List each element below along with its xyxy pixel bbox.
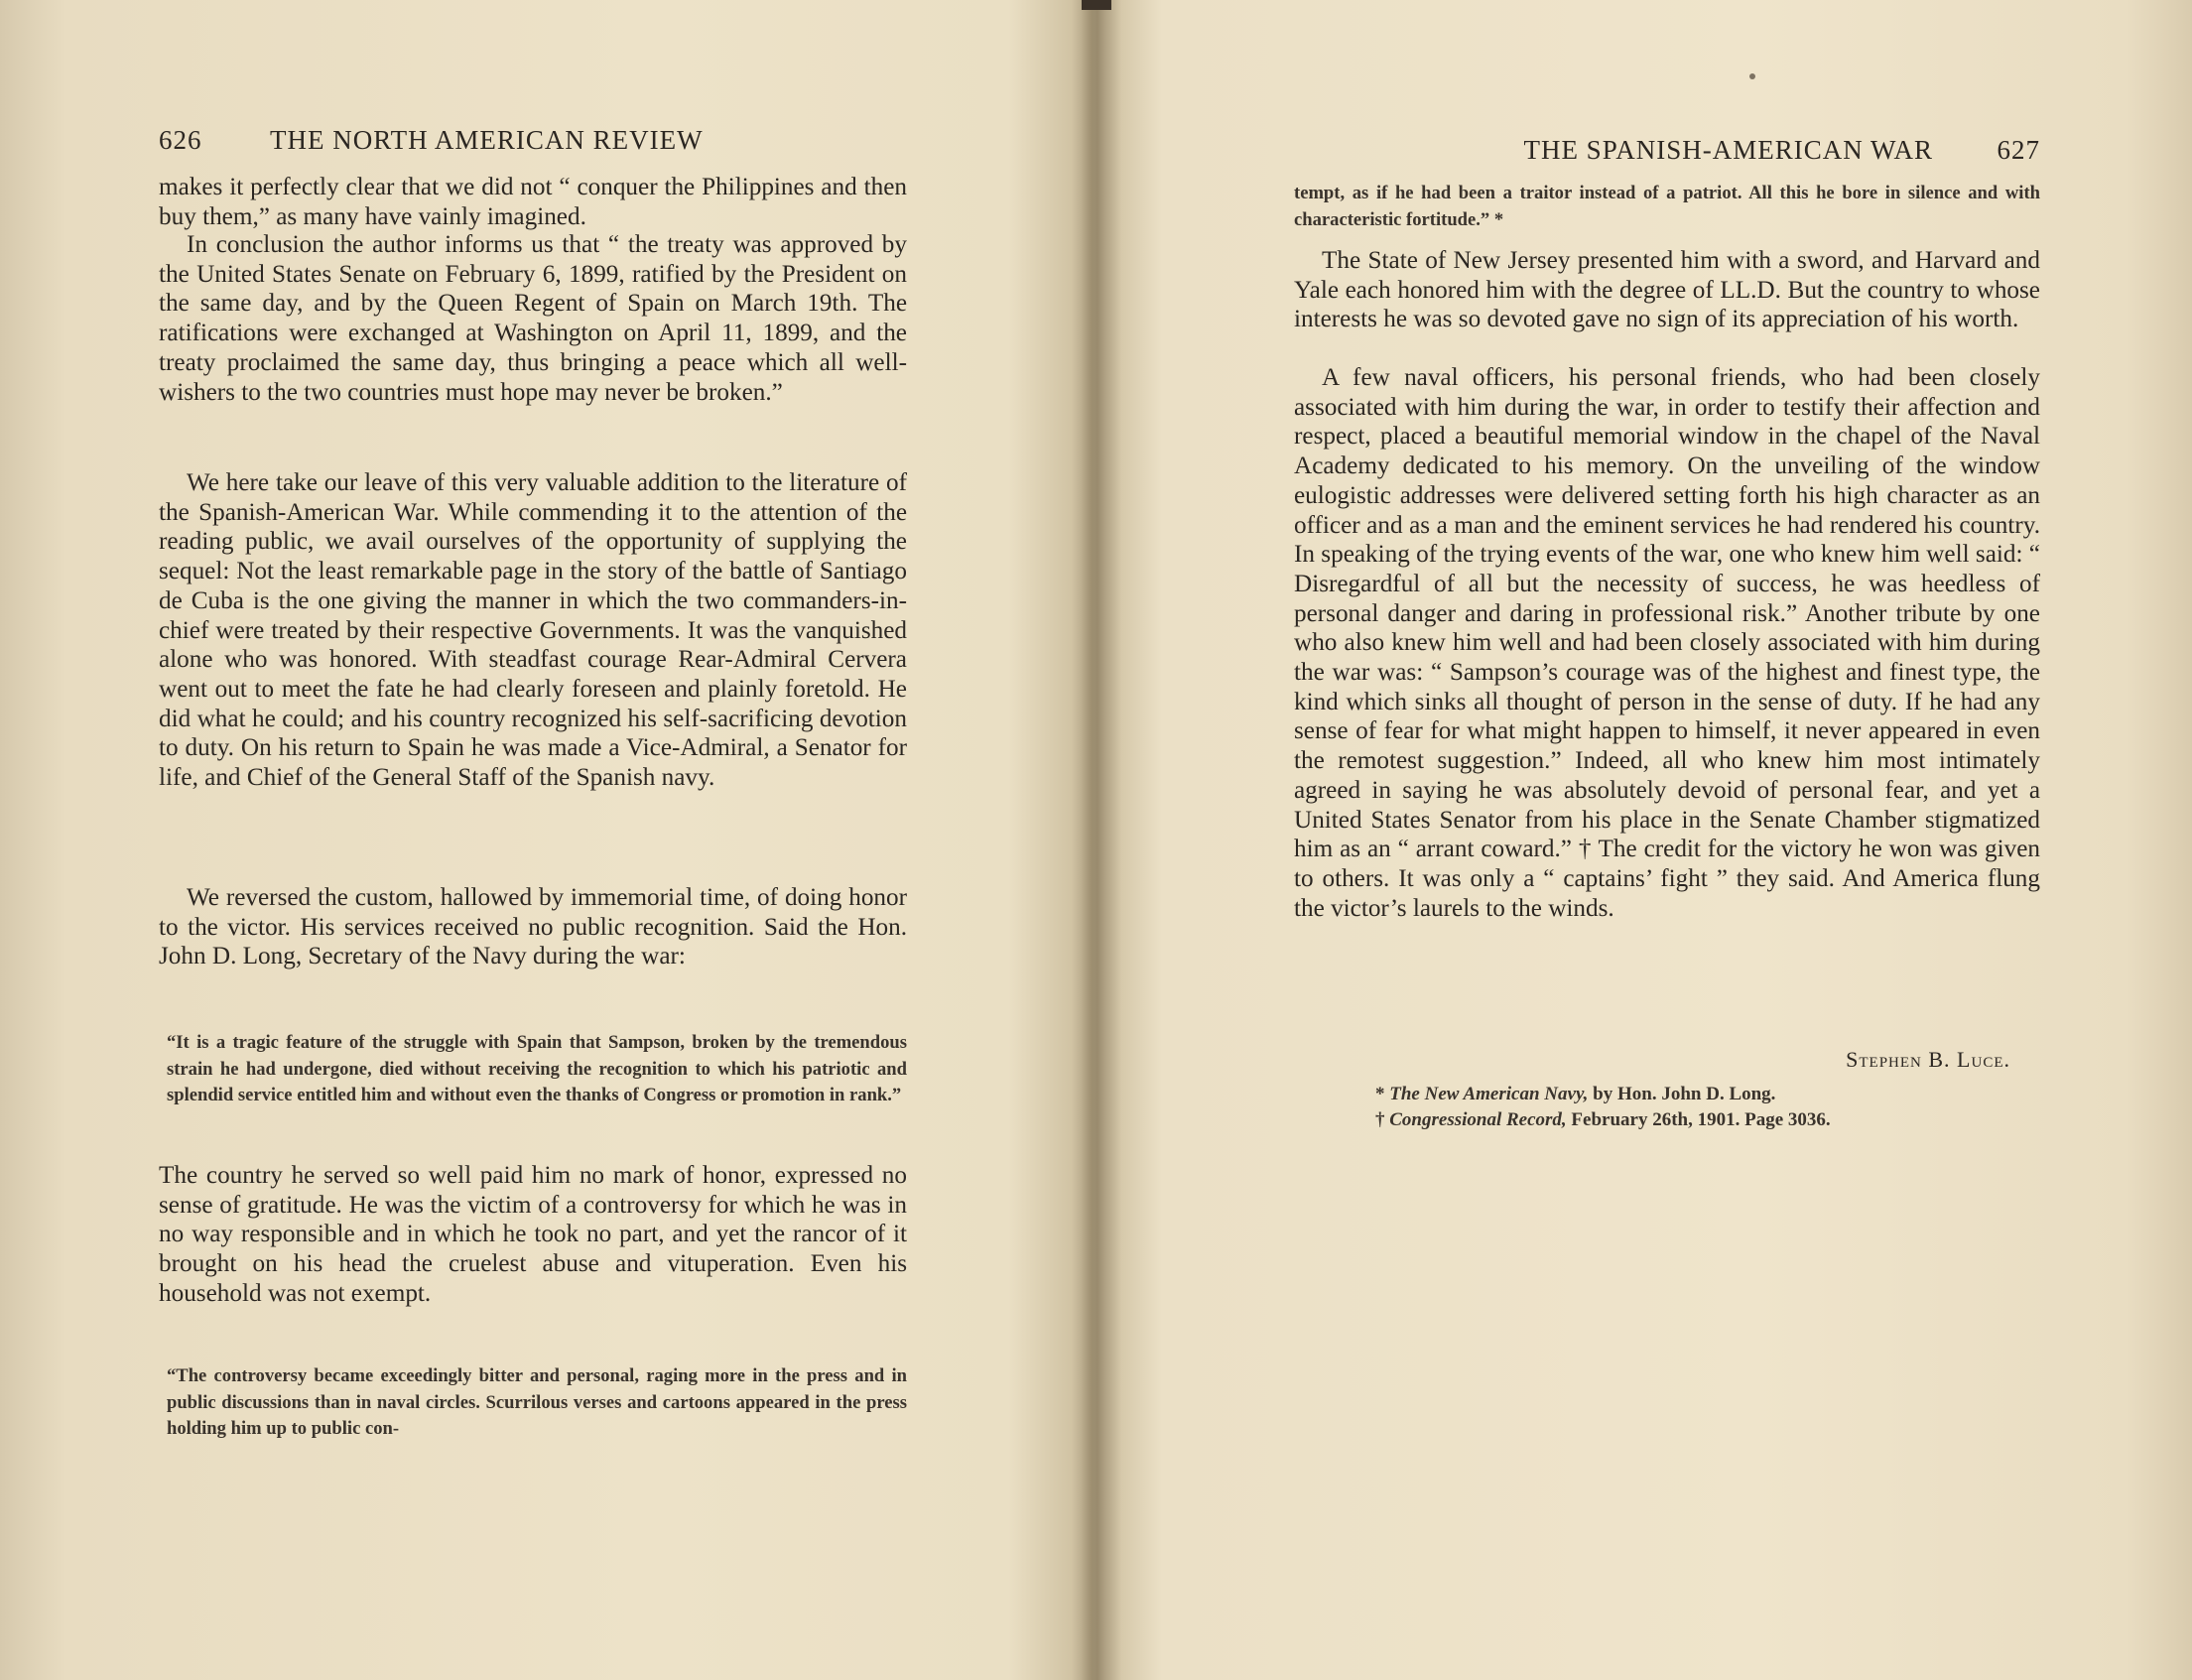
paragraph: We here take our leave of this very valuable addition to the literature of the Spanish-American War. While commending it to the attention of the reading public, we avail ourselves of the opportunity of supplying the sequel: Not the least remarkable page in the story of the battle of Santiago de Cuba is the one giving the manner in which the two commanders-in-chief were treated by their respective Governments. It was the vanquished alone who was honored. With steadfast courage Rear-Admiral Cervera went out to meet the fate he had clearly foreseen and plainly foretold. He did what he could; and his country recognized his self-sacrificing devotion to duty. On his return to Spain he was made a Vice-Admiral, a Senator for life, and Chief of the General Staff of the Spanish navy. [159, 469, 907, 792]
footnote-title: The New American Navy, [1389, 1084, 1589, 1104]
footnote-mark: * [1375, 1084, 1385, 1104]
footnote-text: by Hon. John D. Long. [1593, 1084, 1776, 1104]
page-number: 627 [1997, 135, 2040, 165]
author-signature: Stephen B. Luce. [1846, 1047, 2010, 1072]
paragraph: makes it perfectly clear that we did not “ conquer the Philippines and then buy them,” as many have vainly imagined. [159, 174, 907, 230]
running-head [1294, 135, 2040, 169]
paragraph: The country he served so well paid him no mark of honor, expressed no sense of gratitude. He was the victim of a controversy for which he was in no way responsible and in which he took no part, and yet the rancor of it brought on his head the cruelest abuse and vituperation. Even his household was not exempt. [159, 1162, 907, 1307]
block-quote: “It is a tragic feature of the struggle with Spain that Sampson, broken by the tremendous strain he had undergone, died without receiving the recognition to which his patriotic and splendid service entitled him and without even the thanks of Congress or promotion in rank.” [167, 1032, 907, 1105]
block-quote-continued: tempt, as if he had been a traitor instead of a patriot. All this he bore in silence and with characteristic fortitude.” * [1294, 183, 2040, 230]
footnote-title: Congressional Record, [1389, 1109, 1567, 1130]
page-number: 626 [159, 125, 202, 155]
paragraph: The State of New Jersey presented him with a sword, and Harvard and Yale each honored him with the degree of LL.D. But the country to whose interests he was so devoted gave no sign of its appreciation of his worth. [1294, 247, 2040, 333]
paragraph: We reversed the custom, hallowed by immemorial time, of doing honor to the victor. His services received no public recognition. Said the Hon. John D. Long, Secretary of the Navy during the war: [159, 884, 907, 970]
block-quote: “The controversy became exceedingly bitter and personal, raging more in the press and in public discussions than in naval circles. Scurrilous verses and cartoons appeared in the press holding him up to public con- [167, 1365, 907, 1439]
paragraph: In conclusion the author informs us that “ the treaty was approved by the United States Senate on February 6, 1899, ratified by the President on the same day, and by the Queen Regent of Spain on March 19th. The ratifications were exchanged at Washington on April 11, 1899, and the treaty proclaimed the same day, thus bringing a peace which all well-wishers to the two countries must hope may never be broken.” [159, 231, 907, 406]
page-speck [1749, 73, 1755, 79]
gutter-shadow [1072, 0, 1121, 1680]
running-title: THE SPANISH-AMERICAN WAR [1523, 135, 1933, 165]
paragraph: A few naval officers, his personal friends, who had been closely associated with him during the war, in order to testify their affection and respect, placed a beautiful memorial window in the chapel of the Naval Academy dedicated to his memory. On the unveiling of the window eulogistic addresses were delivered setting forth his high character as an officer and as a man and the eminent services he had rendered his country. In speaking of the trying events of the war, one who knew him well said: “ Disregardful of all but the necessity of success, he was heedless of personal danger and daring in professional risk.” Another tribute by one who also knew him well and had been closely associated with him during the war was: “ Sampson’s courage was of the highest and finest type, the kind which sinks all thought of person in the sense of duty. If he had any sense of fear for what might happen to himself, it never appeared in even the remotest suggestion.” Indeed, all who knew him most intimately agreed in saying he was absolutely devoid of personal fear, and yet a United States Senator from his place in the Senate Chamber stigmatized him as an “ arrant coward.” † The credit for the victory he won was given to others. It was only a “ captains’ fight ” they said. And America flung the victor’s laurels to the winds. [1294, 364, 2040, 922]
binding-edge [1082, 0, 1111, 10]
running-title: THE NORTH AMERICAN REVIEW [270, 125, 704, 155]
footnote-text: February 26th, 1901. Page 3036. [1571, 1109, 1831, 1130]
running-head [159, 125, 907, 159]
footnote-mark: † [1375, 1109, 1385, 1130]
footnote [1375, 1107, 1831, 1132]
footnote [1375, 1082, 1775, 1106]
